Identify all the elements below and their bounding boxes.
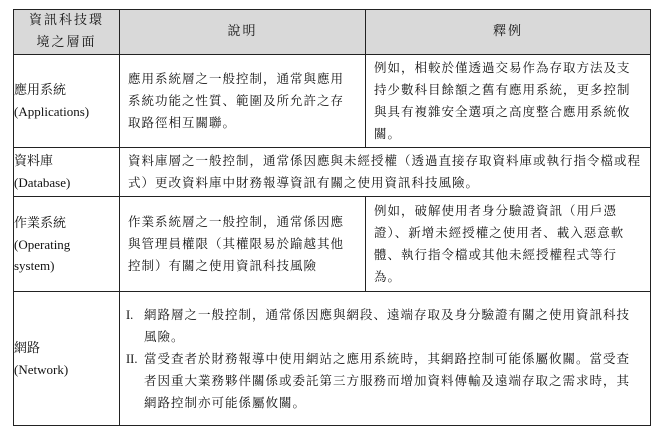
table-row-operating-system [14,197,651,292]
label-en-line1: (Operating [14,236,71,252]
description-text: 作業系統層之一般控制，通常係因應與管理員權限（其權限易於踰越其他控制）有關之使用資訊科技風險 [128,214,345,273]
header-description: 說明 [120,10,366,55]
header-layer [14,10,120,55]
list-item [120,348,650,414]
example-text: 例如，相較於僅透過交易作為存取方法及支持少數科目餘額之舊有應用系統，更多控制與具有複雜安全選項之高度整合應用系統攸關。 [374,60,631,141]
header-row [14,10,651,55]
table-row-network [14,292,651,426]
label-en: (Network) [14,361,69,377]
row-label-operating-system [14,197,120,292]
description-text: 應用系統層之一般控制，通常與應用系統功能之性質、範圍及所允許之存取路徑相互關聯。 [128,71,345,130]
example-text: 例如，破解使用者身分驗證資訊（用戶憑證）、新增未經授權之使用者、載入惡意軟體、執行指令檔或其他未經授權程式等行為。 [374,203,625,284]
list-item-text: 當受查者於財務報導中使用網站之應用系統時，其網路控制可能係屬攸關。當受查者因重大業務夥伴關係或委託第三方服務而增加資料傳輸及遠端存取之需求時，其網路控制亦可能係屬攸關。 [144,350,631,410]
label-zh: 作業系統 [14,215,67,231]
list-item-text: 網路層之一般控制，通常係因應與網段、遠端存取及身分驗證有關之使用資訊科技風險。 [144,306,631,344]
description-text: 資料庫層之一般控制，通常係因應與未經授權（透過直接存取資料庫或執行指令檔或程式）更改資料庫中財務報導資訊有關之使用資訊科技風險。 [128,153,642,190]
it-environment-table [13,9,651,426]
example-cell [366,197,651,292]
label-en: (Database) [14,175,71,190]
list-marker: I. [126,307,134,322]
description-cell [120,197,366,292]
row-label-applications [14,55,120,148]
label-en-line2: system) [14,257,55,273]
row-label-database [14,148,120,197]
description-cell [120,148,651,197]
header-example: 釋例 [366,10,651,55]
list-item [120,304,650,348]
list-marker: II. [126,351,138,366]
example-cell [366,55,651,148]
label-zh: 資料庫 [14,154,54,169]
table-row-database [14,148,651,197]
description-cell [120,292,651,426]
description-cell [120,55,366,148]
label-en: (Applications) [14,104,90,119]
table-row-applications [14,55,651,148]
label-zh: 應用系統 [14,83,67,98]
header-layer-line1: 資訊科技環 [28,13,104,28]
label-zh: 網路 [14,340,41,356]
header-layer-line2: 境之層面 [36,35,97,50]
row-label-network [14,292,120,426]
